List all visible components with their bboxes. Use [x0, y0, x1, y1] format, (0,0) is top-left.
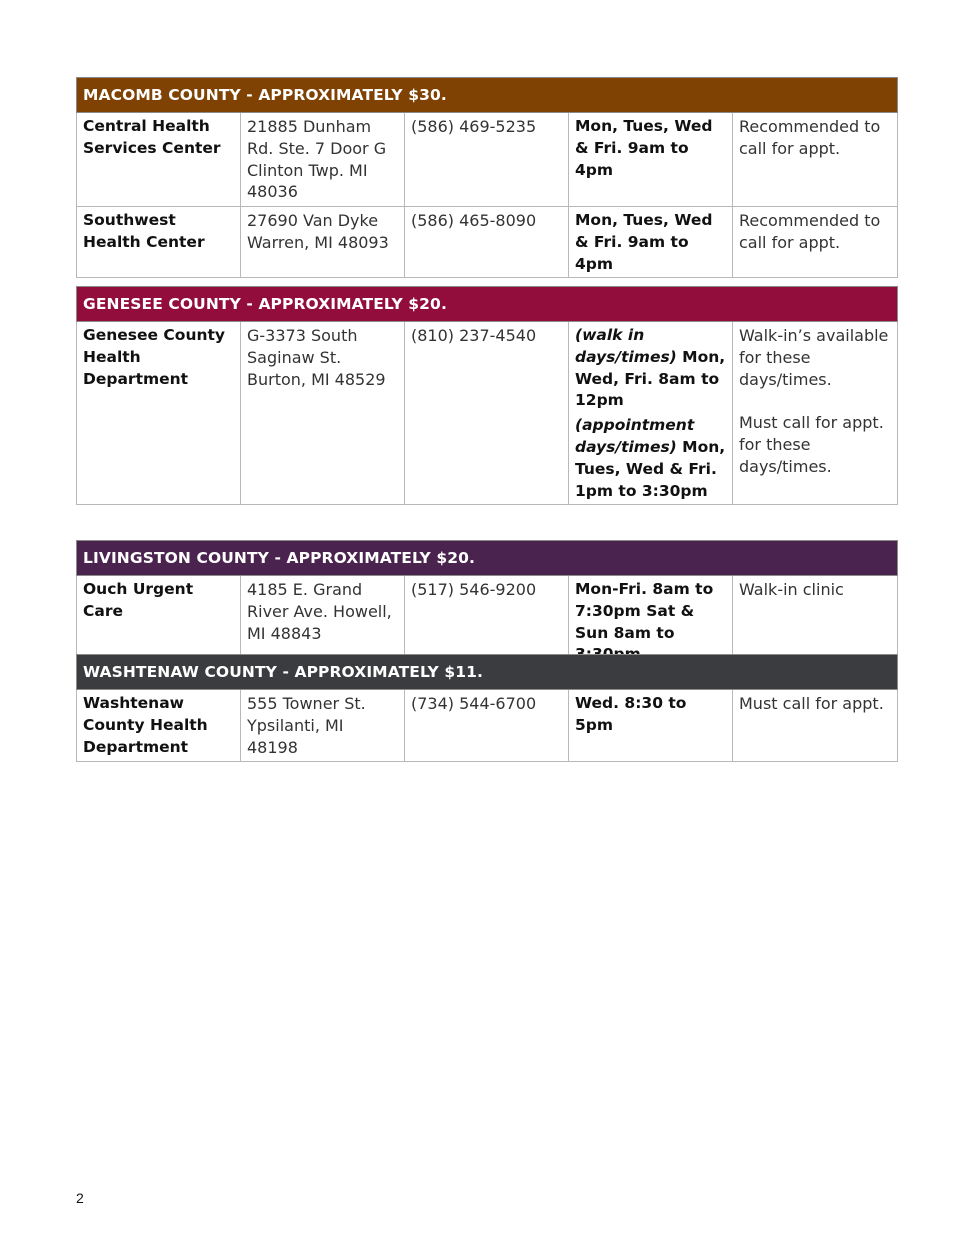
clinic-name: Central Health Services Center [77, 113, 241, 207]
appointment-note: Must call for appt. for these days/times. [739, 413, 884, 476]
washtenaw-county-table [76, 654, 898, 762]
clinic-name: Ouch Urgent Care [77, 576, 241, 669]
clinic-phone: (810) 237-4540 [405, 322, 569, 505]
clinic-name: Genesee County Health Department [77, 322, 241, 505]
clinic-hours: Mon, Tues, Wed & Fri. 9am to 4pm [569, 207, 733, 278]
clinic-address: 4185 E. Grand River Ave. Howell, MI 48843 [241, 576, 405, 669]
appointment-hours-label: (appointment days/times) [575, 416, 695, 456]
clinic-note: Must call for appt. [733, 690, 898, 762]
clinic-name: Washtenaw County Health Department [77, 690, 241, 762]
clinic-address: 555 Towner St. Ypsilanti, MI 48198 [241, 690, 405, 762]
clinic-phone: (586) 465-8090 [405, 207, 569, 278]
clinic-address: G-3373 South Saginaw St. Burton, MI 48529 [241, 322, 405, 505]
macomb-county-header: MACOMB COUNTY - APPROXIMATELY $30. [77, 78, 898, 113]
table-row [77, 690, 898, 762]
genesee-county-header: GENESEE COUNTY - APPROXIMATELY $20. [77, 287, 898, 322]
clinic-phone: (517) 546-9200 [405, 576, 569, 669]
genesee-county-table [76, 286, 898, 505]
clinic-note: Recommended to call for appt. [733, 113, 898, 207]
clinic-address: 21885 Dunham Rd. Ste. 7 Door G Clinton Twp. MI 48036 [241, 113, 405, 207]
page-number: 2 [76, 1190, 84, 1206]
clinic-phone: (734) 544-6700 [405, 690, 569, 762]
clinic-hours: Mon-Fri. 8am to 7:30pm Sat & Sun 8am to [569, 576, 733, 669]
clinic-hours: Wed. 8:30 to 5pm [569, 690, 733, 762]
walkin-hours-label: (walk in days/times) [575, 326, 677, 366]
livingston-county-header: LIVINGSTON COUNTY - APPROXIMATELY $20. [77, 541, 898, 576]
table-row [77, 322, 898, 505]
clinic-note: Walk-in clinic [733, 576, 898, 669]
livingston-county-table [76, 540, 898, 669]
macomb-county-table [76, 77, 898, 278]
table-row [77, 113, 898, 207]
clinic-hours: Mon, Tues, Wed & Fri. 9am to 4pm [569, 113, 733, 207]
appointment-hours: Mon, Tues, Wed & Fri. 1pm to 3:30pm [575, 437, 726, 500]
washtenaw-county-header: WASHTENAW COUNTY - APPROXIMATELY $11. [77, 655, 898, 690]
walkin-hours: Mon, Wed, Fri. 8am to 12pm [575, 347, 726, 410]
clinic-note: Recommended to call for appt. [733, 207, 898, 278]
clinic-phone: (586) 469-5235 [405, 113, 569, 207]
clinic-name: Southwest Health Center [77, 207, 241, 278]
walkin-note: Walk-in’s available for these days/times. [739, 326, 889, 389]
clinic-address: 27690 Van Dyke Warren, MI 48093 [241, 207, 405, 278]
clinic-hours [569, 322, 733, 505]
table-row [77, 207, 898, 278]
clinic-note [733, 322, 898, 505]
